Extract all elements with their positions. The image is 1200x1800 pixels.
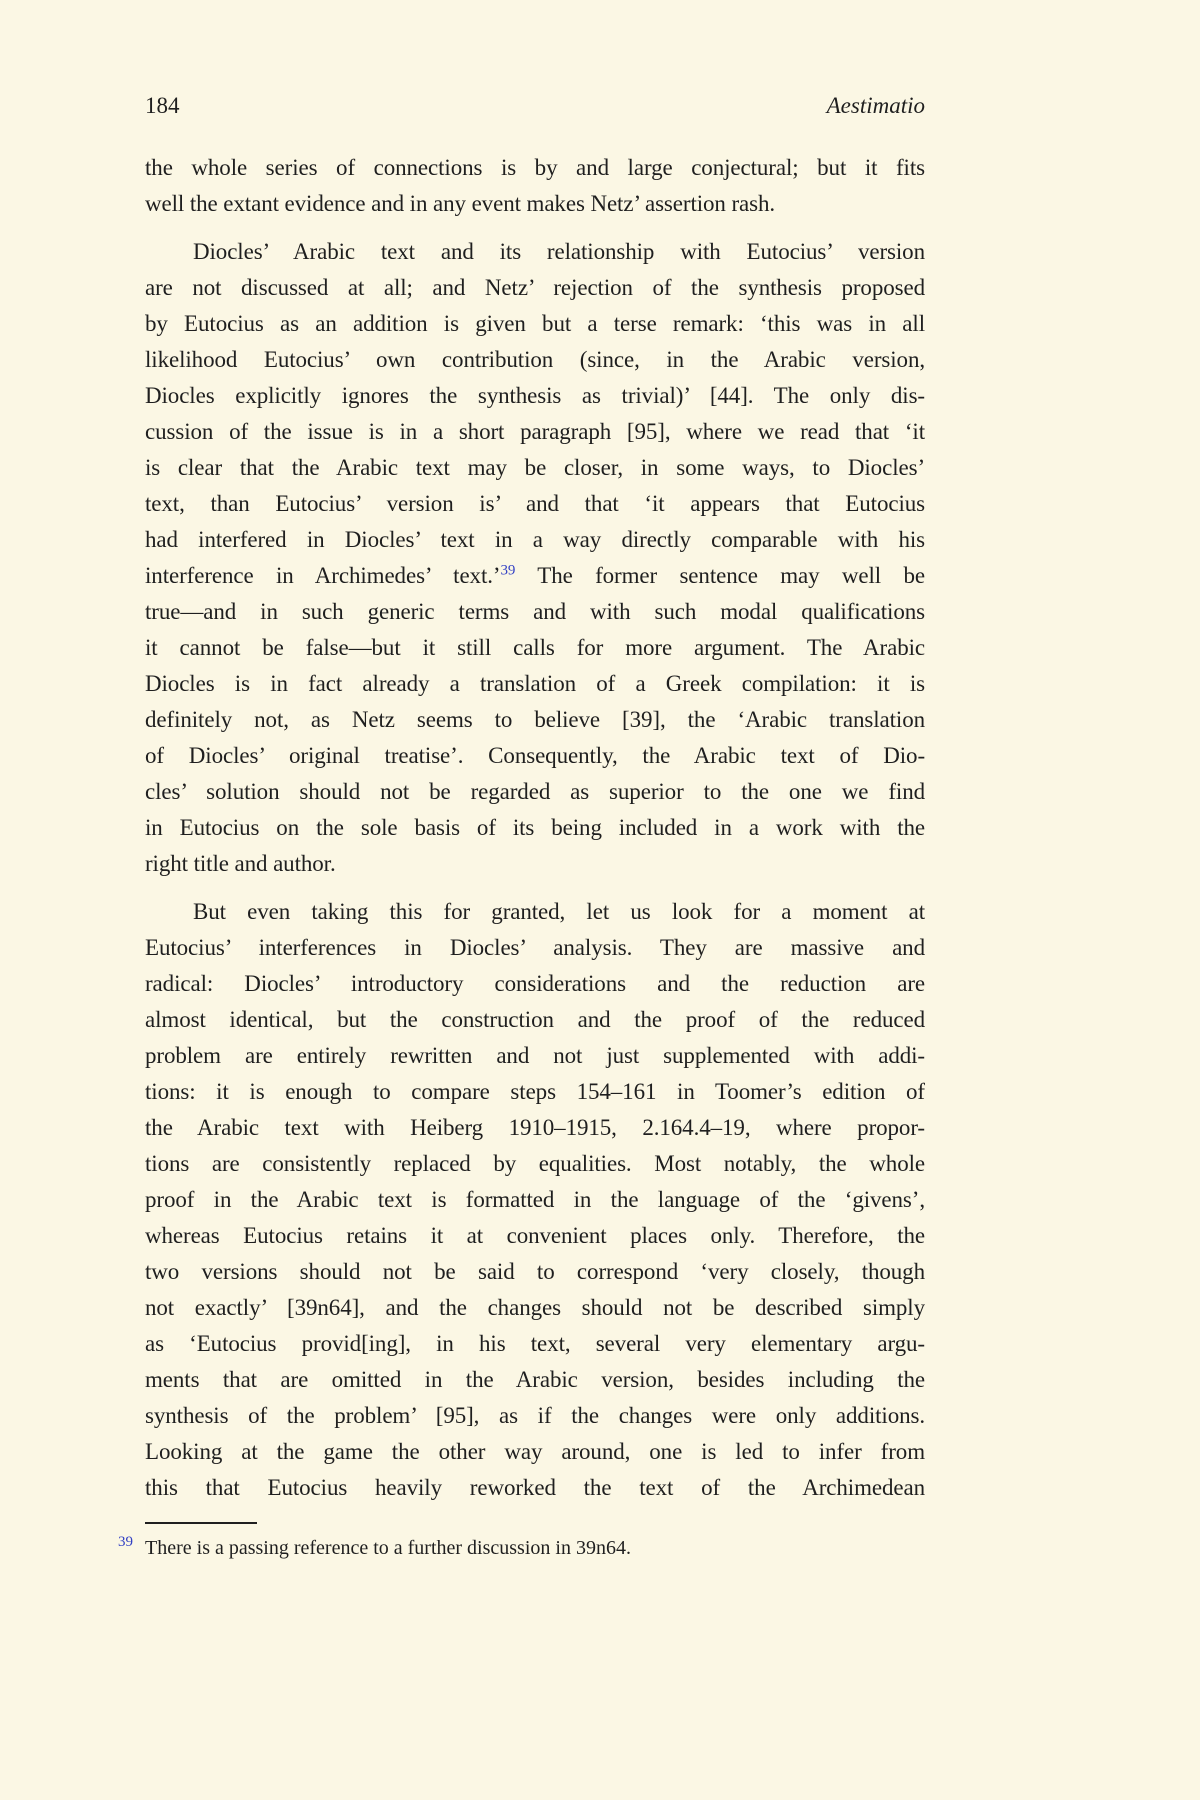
footnote-text: There is a passing reference to a further discussion in 39n64.	[145, 1537, 631, 1559]
footnote	[118, 1534, 925, 1562]
footnote-reference-link[interactable]: 39	[500, 562, 516, 579]
text-line: the whole series of connections is by and large conjectural; but it fits	[145, 155, 925, 180]
text-line: it cannot be false—but it still calls for more argument. The Arabic	[145, 635, 925, 660]
text-line: Looking at the game the other way around, one is led to infer from	[145, 1439, 925, 1464]
text-line: the Arabic text with Heiberg 1910–1915, 2.164.4–19, where propor-	[145, 1115, 925, 1140]
text-line: almost identical, but the construction and the proof of the reduced	[145, 1007, 925, 1032]
text-line: not exactly’ [39n64], and the changes should not be described simply	[145, 1295, 925, 1320]
text-line: well the extant evidence and in any event makes Netz’ assertion rash.	[145, 191, 776, 216]
text-line: had interfered in Diocles’ text in a way directly comparable with his	[145, 527, 925, 552]
text-line: cussion of the issue is in a short paragraph [95], where we read that ‘it	[145, 419, 925, 444]
text-line: cles’ solution should not be regarded as superior to the one we find	[145, 779, 925, 804]
text-block	[145, 88, 925, 1506]
paragraph	[145, 234, 925, 882]
paragraph	[145, 894, 925, 1506]
text-line: Diocles is in fact already a translation of a Greek compilation: it is	[145, 671, 925, 696]
text-segment: interference in Archimedes’ text.’	[145, 563, 501, 588]
text-line: in Eutocius on the sole basis of its being included in a work with the	[145, 815, 925, 840]
text-line: But even taking this for granted, let us look for a moment at	[193, 899, 925, 924]
text-line: whereas Eutocius retains it at convenient places only. Therefore, the	[145, 1223, 925, 1248]
journal-title: Aestimatio	[826, 93, 925, 118]
footnote-marker: 39	[118, 1534, 133, 1550]
text-line: definitely not, as Netz seems to believe [39], the ‘Arabic translation	[145, 707, 925, 732]
text-line: right title and author.	[145, 851, 336, 876]
text-line: likelihood Eutocius’ own contribution (since, in the Arabic version,	[145, 347, 925, 372]
text-line: of Diocles’ original treatise’. Consequently, the Arabic text of Dio-	[145, 743, 925, 768]
running-header	[145, 88, 925, 124]
text-line: by Eutocius as an addition is given but a terse remark: ‘this was in all	[145, 311, 925, 336]
text-line: proof in the Arabic text is formatted in the language of the ‘givens’,	[145, 1187, 925, 1212]
footnote-block	[118, 1522, 925, 1562]
text-line	[145, 558, 925, 594]
text-line: ments that are omitted in the Arabic version, besides including the	[145, 1367, 925, 1392]
text-line: synthesis of the problem’ [95], as if the changes were only additions.	[145, 1403, 925, 1428]
text-line: two versions should not be said to correspond ‘very closely, though	[145, 1259, 925, 1284]
text-line: tions: it is enough to compare steps 154–161 in Toomer’s edition of	[145, 1079, 925, 1104]
text-line: this that Eutocius heavily reworked the text of the Archimedean	[145, 1475, 925, 1500]
text-line: text, than Eutocius’ version is’ and that ‘it appears that Eutocius	[145, 491, 925, 516]
body-text	[145, 150, 925, 1506]
text-line: Diocles explicitly ignores the synthesis as trivial)’ [44]. The only dis-	[145, 383, 925, 408]
text-line: as ‘Eutocius provid[ing], in his text, several very elementary argu-	[145, 1331, 925, 1356]
text-line: is clear that the Arabic text may be closer, in some ways, to Diocles’	[145, 455, 925, 480]
text-line: true—and in such generic terms and with such modal qualifications	[145, 599, 925, 624]
text-line: problem are entirely rewritten and not just supplemented with addi-	[145, 1043, 925, 1068]
text-line: Diocles’ Arabic text and its relationship with Eutocius’ version	[193, 239, 925, 264]
text-line: are not discussed at all; and Netz’ rejection of the synthesis proposed	[145, 275, 925, 300]
text-line: Eutocius’ interferences in Diocles’ analysis. They are massive and	[145, 935, 925, 960]
footnote-rule	[145, 1522, 257, 1524]
text-line: radical: Diocles’ introductory considerations and the reduction are	[145, 971, 925, 996]
paragraph	[145, 150, 925, 222]
page-number: 184	[145, 93, 180, 118]
text-line: tions are consistently replaced by equalities. Most notably, the whole	[145, 1151, 925, 1176]
text-segment: The former sentence may well be	[515, 563, 925, 588]
